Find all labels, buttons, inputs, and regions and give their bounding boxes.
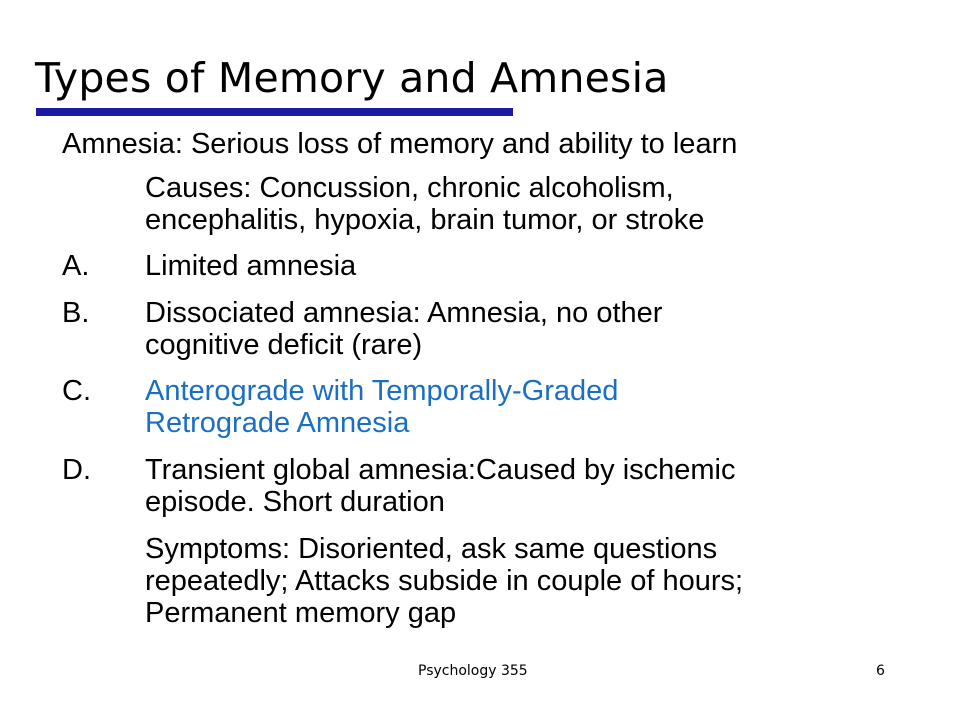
item-letter-a: A.: [62, 250, 90, 282]
footer-course: Psychology 355: [418, 663, 528, 679]
symptoms-line-3: Permanent memory gap: [145, 597, 457, 629]
intro-line: Amnesia: Serious loss of memory and ability to learn: [62, 128, 738, 160]
item-b-line-2: cognitive deficit (rare): [145, 329, 423, 361]
item-a-line-1: Limited amnesia: [145, 250, 357, 282]
item-b-line-1: Dissociated amnesia: Amnesia, no other: [145, 297, 663, 329]
footer-page-number: 6: [876, 663, 885, 679]
item-c-line-1: Anterograde with Temporally-Graded: [145, 375, 619, 407]
item-letter-b: B.: [62, 297, 90, 329]
item-letter-d: D.: [62, 454, 91, 486]
symptoms-line-2: repeatedly; Attacks subside in couple of hours;: [145, 565, 744, 597]
item-d-line-2: episode. Short duration: [145, 486, 445, 518]
title-underline-bar: [36, 108, 513, 116]
causes-line-1: Causes: Concussion, chronic alcoholism,: [145, 172, 674, 204]
item-c-line-2: Retrograde Amnesia: [145, 407, 410, 439]
symptoms-line-1: Symptoms: Disoriented, ask same questions: [145, 533, 718, 565]
slide-title: Types of Memory and Amnesia: [35, 54, 669, 102]
item-letter-c: C.: [62, 375, 91, 407]
item-d-line-1: Transient global amnesia:Caused by ischemic: [145, 454, 736, 486]
causes-line-2: encephalitis, hypoxia, brain tumor, or stroke: [145, 204, 705, 236]
